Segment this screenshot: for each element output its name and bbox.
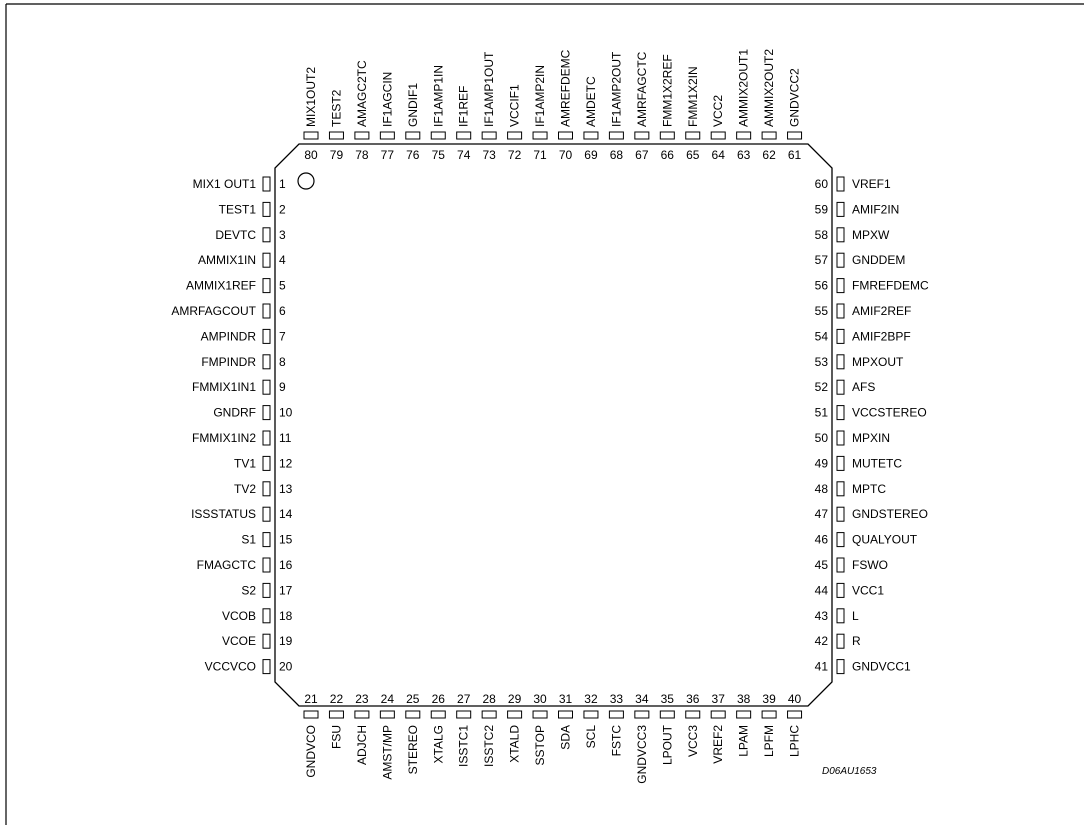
- pin-number-label: 22: [329, 692, 344, 706]
- pin-lead: [660, 711, 674, 718]
- pin-number-label: 35: [660, 692, 674, 706]
- pin-lead: [482, 711, 496, 718]
- pin-name-label: AMMIX1IN: [197, 253, 256, 268]
- pin-name-label: ADJCH: [354, 725, 369, 766]
- pin-number-label: 74: [457, 148, 471, 162]
- pin-lead: [263, 507, 270, 521]
- pin-lead: [609, 711, 623, 718]
- pin-name-label: VCC2: [711, 94, 726, 127]
- pin-name-label: AMIF2IN: [852, 202, 900, 217]
- pin-lead: [263, 406, 270, 420]
- pin-name-label: LPFM: [762, 725, 777, 758]
- pin-number-label: 19: [279, 634, 293, 649]
- pin-lead: [609, 132, 623, 139]
- pin-name-label: AMAGC2TC: [354, 60, 369, 127]
- pin-name-label: GNDVCO: [304, 725, 318, 778]
- pin-number-label: 54: [814, 329, 828, 344]
- pin-name-label: MIX1OUT2: [304, 66, 318, 127]
- pin-lead: [431, 132, 445, 139]
- pin-name-label: GNDRF: [213, 405, 256, 420]
- pin-name-label: FSTC: [609, 725, 624, 757]
- pin-number-label: 23: [355, 692, 369, 706]
- pin-number-label: 4: [279, 253, 286, 268]
- pin-lead: [837, 482, 844, 496]
- pin-number-label: 34: [635, 692, 649, 706]
- pin-lead: [329, 711, 343, 718]
- pin-lead: [263, 329, 270, 343]
- pin-number-label: 60: [814, 177, 828, 191]
- pin-name-label: S2: [241, 583, 256, 598]
- pin-lead: [263, 355, 270, 369]
- pin-number-label: 6: [279, 304, 286, 318]
- pin-lead: [263, 533, 270, 547]
- pin-name-label: ISSSTATUS: [191, 507, 256, 522]
- pin-name-label: GNDVCC3: [634, 725, 649, 784]
- pin-number-label: 68: [609, 148, 624, 162]
- pin-lead: [559, 711, 573, 718]
- pin-lead: [837, 456, 844, 470]
- pin-lead: [711, 132, 725, 139]
- pin-number-label: 7: [279, 329, 286, 344]
- pin-name-label: ISSTC1: [456, 725, 471, 768]
- pin-name-label: GNDIF1: [405, 82, 420, 127]
- pin-lead: [837, 177, 844, 191]
- pin-name-label: GNDVCC2: [787, 68, 802, 127]
- pin-lead: [837, 609, 844, 623]
- pin-name-label: GNDVCC1: [852, 659, 911, 674]
- pin-name-label: AMMIX1REF: [185, 278, 256, 293]
- pin-number-label: 3: [279, 227, 286, 242]
- pin-lead: [508, 711, 522, 718]
- pin-name-label: AMMIX2OUT1: [736, 48, 751, 127]
- pin-name-label: TV1: [233, 456, 256, 471]
- pin-lead: [837, 279, 844, 293]
- pin-lead: [737, 711, 751, 718]
- pin-number-label: 25: [406, 692, 420, 706]
- pin-number-label: 1: [279, 177, 286, 191]
- pin-number-label: 64: [711, 148, 725, 162]
- pin-number-label: 17: [279, 583, 293, 598]
- pin-name-label: LPOUT: [660, 725, 675, 766]
- pin-name-label: VCCVCO: [204, 659, 256, 674]
- pin-number-label: 70: [558, 148, 573, 162]
- pin-lead: [686, 711, 700, 718]
- pin-number-label: 28: [482, 692, 496, 706]
- pin-number-label: 18: [279, 608, 293, 623]
- pin-lead: [788, 711, 802, 718]
- pin-lead: [263, 660, 270, 674]
- pin-lead: [584, 132, 598, 139]
- pin-lead: [837, 380, 844, 394]
- pin-number-label: 65: [686, 148, 700, 162]
- pin-name-label: LPHC: [787, 725, 802, 758]
- pin-number-label: 9: [279, 380, 286, 395]
- pin-lead: [837, 304, 844, 318]
- pin-name-label: XTALD: [507, 725, 522, 763]
- pin-number-label: 50: [814, 431, 828, 445]
- pin-name-label: R: [852, 634, 861, 649]
- pin-number-label: 38: [736, 692, 751, 706]
- pin-lead: [263, 456, 270, 470]
- pin-name-label: VREF1: [852, 177, 891, 191]
- pin-name-label: AMIF2REF: [852, 304, 912, 318]
- pin-lead: [431, 711, 445, 718]
- pin-number-label: 71: [533, 148, 547, 162]
- pin-number-label: 40: [787, 692, 802, 706]
- pin-lead: [837, 406, 844, 420]
- pin-number-label: 37: [711, 692, 725, 706]
- pin-number-label: 43: [814, 608, 828, 623]
- pin-name-label: AMDETC: [583, 76, 598, 127]
- pin-lead: [263, 634, 270, 648]
- pin-name-label: FMMIX1IN2: [191, 431, 256, 445]
- pin-number-label: 15: [279, 532, 293, 547]
- pin-lead: [304, 132, 318, 139]
- pin-name-label: MUTETC: [852, 456, 902, 471]
- pin-lead: [788, 132, 802, 139]
- pin-lead: [329, 132, 343, 139]
- pin-name-label: AMIF2BPF: [852, 329, 911, 344]
- pin-number-label: 27: [457, 692, 471, 706]
- pin-name-label: VREF2: [711, 725, 726, 764]
- pin-number-label: 57: [814, 253, 828, 268]
- pin-name-label: IF1AMP1IN: [431, 64, 446, 127]
- pin-number-label: 51: [814, 405, 828, 420]
- pin-lead: [686, 132, 700, 139]
- pin-name-label: VCCIF1: [507, 84, 522, 127]
- pin-number-label: 24: [380, 692, 395, 706]
- pin-name-label: FSU: [329, 725, 344, 749]
- pin-lead: [263, 482, 270, 496]
- pin-lead: [762, 711, 776, 718]
- pin-name-label: ISSTC2: [482, 725, 497, 768]
- pin-lead: [304, 711, 318, 718]
- pin-number-label: 73: [482, 148, 496, 162]
- pin-name-label: DEVTC: [215, 227, 256, 242]
- pin-lead: [837, 660, 844, 674]
- pin1-indicator-dot: [298, 173, 314, 189]
- pin-number-label: 53: [814, 354, 828, 369]
- pin-lead: [263, 202, 270, 216]
- pin-number-label: 30: [533, 692, 547, 706]
- pin-lead: [482, 132, 496, 139]
- pin-lead: [837, 583, 844, 597]
- pin-name-label: FMREFDEMC: [852, 278, 929, 293]
- pin-name-label: IF1AGCIN: [380, 71, 395, 127]
- pin-lead: [263, 253, 270, 267]
- pin-name-label: SSTOP: [533, 725, 548, 766]
- pin-name-label: FSWO: [852, 558, 888, 572]
- pin-number-label: 16: [279, 558, 293, 572]
- pin-name-label: SDA: [558, 725, 573, 750]
- pin-lead: [635, 132, 649, 139]
- pin-number-label: 47: [814, 507, 828, 522]
- pin-name-label: SCL: [583, 725, 598, 749]
- pin-name-label: AMRFAGCTC: [634, 51, 649, 127]
- pin-name-label: MPXW: [852, 227, 890, 242]
- pin-number-label: 20: [279, 659, 293, 674]
- pin-name-label: S1: [241, 532, 256, 547]
- reference-code: D06AU1653: [822, 766, 877, 777]
- pin-number-label: 52: [814, 380, 828, 395]
- pin-name-label: QUALYOUT: [852, 532, 918, 547]
- pin-lead: [263, 583, 270, 597]
- pin-lead: [457, 711, 471, 718]
- pin-number-label: 33: [609, 692, 624, 706]
- pin-lead: [457, 132, 471, 139]
- pin-name-label: IF1REF: [456, 85, 471, 127]
- pin-number-label: 58: [814, 227, 828, 242]
- pin-lead: [559, 132, 573, 139]
- pin-number-label: 66: [660, 148, 674, 162]
- pin-lead: [263, 177, 270, 191]
- pin-lead: [263, 558, 270, 572]
- pin-lead: [380, 132, 394, 139]
- pin-lead: [406, 711, 420, 718]
- pin-lead: [355, 132, 369, 139]
- pin-number-label: 11: [279, 431, 292, 445]
- pin-number-label: 14: [279, 507, 293, 522]
- pin-name-label: GNDDEM: [852, 253, 906, 268]
- pin-name-label: FMM1X2REF: [660, 54, 675, 127]
- pin-number-label: 61: [787, 148, 802, 162]
- pin-name-label: GNDSTEREO: [852, 507, 929, 522]
- pin-lead: [508, 132, 522, 139]
- pin-number-label: 69: [584, 148, 598, 162]
- pin-lead: [837, 355, 844, 369]
- pin-lead: [263, 609, 270, 623]
- pin-name-label: TEST2: [329, 89, 344, 127]
- pin-name-label: AMPINDR: [200, 329, 256, 344]
- pin-number-label: 79: [329, 148, 344, 162]
- pin-lead: [837, 558, 844, 572]
- pin-lead: [263, 228, 270, 242]
- pin-number-label: 29: [507, 692, 522, 706]
- pin-lead: [737, 132, 751, 139]
- pin-lead: [837, 431, 844, 445]
- pin-lead: [263, 304, 270, 318]
- pin-name-label: IF1AMP2OUT: [609, 51, 624, 127]
- pin-number-label: 80: [304, 148, 318, 162]
- pin-number-label: 77: [380, 148, 395, 162]
- pin-name-label: VCCSTEREO: [852, 405, 927, 420]
- pin-name-label: AMST/MP: [380, 725, 395, 780]
- pin-number-label: 67: [635, 148, 649, 162]
- pin-number-label: 21: [304, 692, 318, 706]
- pin-name-label: FMM1X2IN: [685, 66, 700, 127]
- pin-number-label: 39: [762, 692, 776, 706]
- pin-lead: [584, 711, 598, 718]
- pin-number-label: 44: [814, 583, 828, 598]
- pin-lead: [837, 507, 844, 521]
- pin-number-label: 62: [762, 148, 776, 162]
- pin-lead: [263, 380, 270, 394]
- pin-number-label: 36: [686, 692, 700, 706]
- pin-number-label: 8: [279, 354, 286, 369]
- pin-lead: [380, 711, 394, 718]
- pin-number-label: 41: [814, 659, 828, 674]
- pin-name-label: TV2: [233, 481, 256, 496]
- pin-name-label: IF1AMP2IN: [533, 64, 548, 127]
- pin-lead: [837, 228, 844, 242]
- pin-name-label: MPXOUT: [852, 354, 904, 369]
- pin-name-label: AFS: [852, 380, 876, 395]
- pin-number-label: 78: [355, 148, 369, 162]
- pin-number-label: 59: [814, 202, 828, 217]
- pin-name-label: VCOE: [221, 634, 256, 649]
- pin-name-label: FMPINDR: [201, 354, 256, 369]
- pin-lead: [533, 711, 547, 718]
- pin-number-label: 76: [406, 148, 420, 162]
- pin-number-label: 55: [814, 304, 828, 318]
- chip-body: [275, 144, 832, 706]
- pin-name-label: VCC3: [685, 725, 700, 758]
- pin-lead: [837, 533, 844, 547]
- pin-lead: [837, 253, 844, 267]
- pin-name-label: FMMIX1IN1: [191, 380, 256, 395]
- pin-number-label: 46: [814, 532, 828, 547]
- pin-number-label: 32: [584, 692, 598, 706]
- pin-number-label: 42: [814, 634, 828, 649]
- pin-lead: [263, 431, 270, 445]
- pin-lead: [406, 132, 420, 139]
- pin-number-label: 48: [814, 481, 828, 496]
- pin-name-label: AMREFDEMC: [558, 49, 573, 127]
- pin-name-label: AMMIX2OUT2: [762, 48, 777, 127]
- pin-name-label: MIX1 OUT1: [192, 177, 256, 191]
- pin-name-label: TEST1: [218, 202, 256, 217]
- pin-number-label: 72: [507, 148, 522, 162]
- pin-number-label: 12: [279, 456, 293, 471]
- pin-name-label: VCC1: [852, 583, 885, 598]
- pin-number-label: 31: [558, 692, 573, 706]
- pin-lead: [635, 711, 649, 718]
- pin-lead: [837, 202, 844, 216]
- pin-name-label: MPXIN: [852, 431, 891, 445]
- pin-lead: [711, 711, 725, 718]
- pin-lead: [837, 329, 844, 343]
- pin-name-label: VCOB: [221, 608, 256, 623]
- pin-name-label: STEREO: [405, 725, 420, 775]
- pin-lead: [660, 132, 674, 139]
- pin-name-label: MPTC: [852, 481, 886, 496]
- pin-lead: [263, 279, 270, 293]
- pin-name-label: LPAM: [736, 725, 751, 757]
- pin-number-label: 5: [279, 278, 286, 293]
- pin-name-label: FMAGCTC: [196, 558, 256, 572]
- pin-number-label: 10: [279, 405, 293, 420]
- pin-number-label: 2: [279, 202, 286, 217]
- pin-number-label: 75: [431, 148, 445, 162]
- pin-lead: [837, 634, 844, 648]
- pin-name-label: IF1AMP1OUT: [482, 51, 497, 127]
- pin-number-label: 26: [431, 692, 445, 706]
- pin-number-label: 56: [814, 278, 828, 293]
- pin-name-label: L: [852, 608, 859, 623]
- pin-lead: [762, 132, 776, 139]
- pin-number-label: 49: [814, 456, 828, 471]
- pin-lead: [355, 711, 369, 718]
- pin-name-label: XTALG: [431, 725, 446, 764]
- pin-number-label: 63: [736, 148, 751, 162]
- pin-name-label: AMRFAGCOUT: [171, 304, 256, 318]
- pin-lead: [533, 132, 547, 139]
- pin-number-label: 45: [814, 558, 828, 572]
- pin-number-label: 13: [279, 481, 293, 496]
